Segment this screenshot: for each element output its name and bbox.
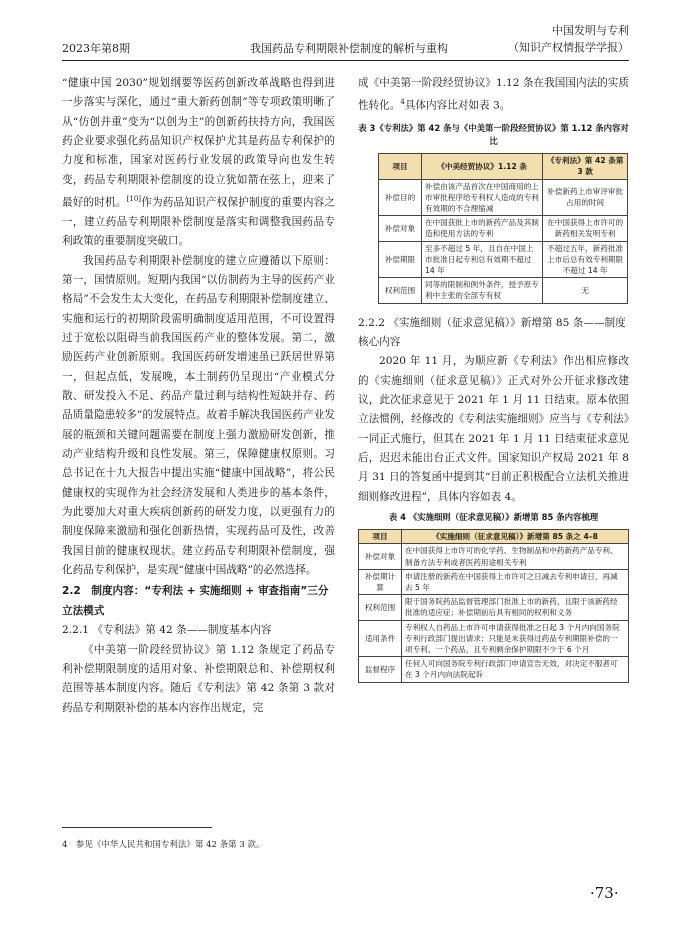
subsection-heading-2-2-2: 2.2.2 《实施细则（征求意见稿）》新增第 85 条——制度核心内容 bbox=[358, 316, 626, 348]
table-3-header-row bbox=[379, 154, 628, 179]
table-row bbox=[359, 620, 629, 657]
paragraph-4-tail: 具体内容比对如表 3。 bbox=[404, 99, 511, 112]
table-row bbox=[379, 216, 628, 241]
table-cell: 补偿新药上市审评审批占用的时间 bbox=[543, 179, 628, 216]
journal-subtitle: （知识产权情报学学报） bbox=[508, 41, 629, 54]
paragraph-5: 2020 年 11 月，为顺应新《专利法》作出相应修改的《实施细则（征求意见稿）》正式对外公开征求修改建议，此次征求意见于 2021 年 1 月 11 日结束。原本依照立法惯例，经修改的《专利法实施细则》应当与《专利法》一同正式施行，但其在 2021 年 1 月 11 日结束征求意见后，迟迟未能出台正式文件。国家知识产权局 2021 年 8 月 31 日的答复函中提到其“目前正积极配合立法机关推进细则修改进程”，具体内容如表 4。 bbox=[358, 355, 629, 503]
table-row-label: 权利范围 bbox=[359, 595, 402, 620]
table-cell: 任何人可向国务院专利行政部门申请宣告无效，对决定不服者可在 3 个月内向法院起诉 bbox=[402, 657, 629, 682]
table-row-label: 补偿目的 bbox=[379, 179, 422, 216]
page-number: ·73· bbox=[590, 884, 619, 902]
table-row bbox=[359, 657, 629, 682]
table-cell: 专利权人自药品上市许可申请获得批准之日起 3 个月内向国务院专利行政部门提出请求；只能是未获得过药品专利期限补偿的一项专利、一个药品，且专利剩余保护期限不少于 6 个月 bbox=[402, 620, 629, 657]
table-row bbox=[359, 595, 629, 620]
table-row-label: 监督程序 bbox=[359, 657, 402, 682]
table-cell: 在中国获得上市许可的化学药、生物制品和中药新药产品专利、制备方法专利或者医药用途相关专利 bbox=[402, 544, 629, 569]
paragraph-1 bbox=[62, 74, 335, 252]
table-cell: 补偿由该产品首次在中国商用的上市审批程序给专利权人造成的专利有效期的不合理缩减 bbox=[422, 179, 543, 216]
table-header-cell: 《专利法》第 42 条第 3 款 bbox=[543, 154, 628, 179]
table-row bbox=[379, 241, 628, 278]
table-header-cell: 《实施细则（征求意见稿）》新增第 85 条之 4–8 bbox=[402, 530, 629, 544]
table-row bbox=[379, 179, 628, 216]
journal-name bbox=[508, 22, 629, 56]
table-row-label: 补偿对象 bbox=[379, 216, 422, 241]
paragraph-1-tail: 作为药品知识产权保护制度的重要内容之一，建立药品专利期限补偿制度是落实和调整我国药品专利政策的重要制度突破口。 bbox=[62, 196, 335, 248]
table-cell: 无 bbox=[543, 278, 628, 303]
right-column bbox=[358, 74, 629, 683]
paragraph-2: 我国药品专利期限补偿制度的建立应遵循以下原则：第一，国情原则。短期内我国“以仿制药为主导的医药产业格局”不会发生太大变化，在药品专利期限补偿制度建立、实施和运行的初期阶段需明确制度适用范围，不可设置得过于宽松以阻碍当前我国医药产业的整体发展。第二，激励医药产业创新原则。我国医药研发增速虽已跃居世界第一，但起点低，发展晚，本土制药仍呈现出“产业模式分散、研发投入不足、药品产量过剩与结构性短缺并存、药品质量隐患较多”的发展特点。故着手解决我国医药产业发展的瓶颈和关键问题需要在制度上强力激励研发创新，推动产业结构升级和良性发展。第三，保障健康权原则。习总书记在十九大报告中提出实施“健康中国战略”，将公民健康权的实现作为社会经济发展和人类进步的基本条件，为此要加大对重大疾病创新药的研发力度，以更强有力的制度保障来激励和强化创新热情，实现药品可及性，改善我国目前的健康权现状。建立药品专利期限补偿制度，强化药品专利保护，是实现“健康中国战略”的必然选择。 bbox=[62, 254, 335, 577]
table-header-cell: 《中美经贸协议》1.12 条 bbox=[422, 154, 543, 179]
table-4-header-row bbox=[359, 530, 629, 544]
table-cell: 限于国务院药品监督管理部门批准上市的新药，且限于该新药经批准的适应症；补偿期前后具有相同的权利和义务 bbox=[402, 595, 629, 620]
table-row-label: 补偿对象 bbox=[359, 544, 402, 569]
issue-label: 2023年第8期 bbox=[62, 42, 130, 55]
table-cell: 在中国获批上市的新药产品及其制造和使用方法的专利 bbox=[422, 216, 543, 241]
table-row bbox=[359, 544, 629, 569]
footnote-rule bbox=[62, 827, 212, 828]
paragraph-4-text: 成《中美第一阶段经贸协议》1.12 条在我国国内法的实质性转化。 bbox=[358, 77, 629, 112]
paragraph-3: 《中美第一阶段经贸协议》第 1.12 条规定了药品专利补偿期限制度的适用对象、补偿期限总和、补偿期权利范围等基本制度内容。随后《专利法》第 42 条第 3 款对药品专利期限补偿的基本内容作出规定，完 bbox=[62, 643, 335, 714]
table-cell: 至多不超过 5 年，且自在中国上市批准日起专利总有效期不超过 14 年 bbox=[422, 241, 543, 278]
table-3-caption: 表 3《专利法》第 42 条与《中美第一阶段经贸协议》第 1.12 条内容对比 bbox=[358, 123, 629, 147]
table-header-cell: 项目 bbox=[379, 154, 422, 179]
footnote-4: 4 参见《中华人民共和国专利法》第 42 条第 3 款。 bbox=[62, 840, 265, 850]
table-header-cell: 项目 bbox=[359, 530, 402, 544]
table-cell: 申请注册的新药在中国获得上市许可之日减去专利申请日，再减去 5 年 bbox=[402, 569, 629, 594]
table-row bbox=[379, 278, 628, 303]
table-row-label: 权利范围 bbox=[379, 278, 422, 303]
section-heading-2-2: 2.2 制度内容：“专利法 + 实施细则 + 审查指南”三分立法模式 bbox=[62, 585, 329, 617]
table-row-label: 补偿期限 bbox=[379, 241, 422, 278]
table-4 bbox=[358, 529, 629, 682]
paragraph-1-text: “健康中国 2030”规划纲要等医药创新改革战略也得到进一步落实与深化，通过“重大新药创制”等专项政策明晰了从“仿创并重”变为“以创为主”的创新药扶持方向，我国医药企业要求强化药品知识产权保护尤其是药品专利保护的力度和标准，国家对医药行业发展的政策导向也发生转变，药品专利期限补偿制度的设立犹如箭在弦上，迎来了最好的时机。 bbox=[62, 77, 335, 209]
table-3 bbox=[378, 153, 628, 303]
table-row bbox=[359, 569, 629, 594]
table-cell: 在中国获得上市许可的新药相关发明专利 bbox=[543, 216, 628, 241]
subsection-heading-2-2-1: 2.2.1 《专利法》第 42 条——制度基本内容 bbox=[62, 624, 272, 637]
table-cell: 同等的限制和例外条件，授予原专利中主张的全部专有权 bbox=[422, 278, 543, 303]
header-rule bbox=[62, 60, 629, 61]
journal-title: 中国发明与专利 bbox=[552, 24, 629, 37]
running-title: 我国药品专利期限补偿制度的解析与重构 bbox=[250, 42, 448, 55]
left-column bbox=[62, 74, 335, 718]
table-4-caption: 表 4 《实施细则（征求意见稿）》新增第 85 条内容梳理 bbox=[388, 512, 599, 523]
table-cell: 不超过五年，新药批准上市后总有效专利期限不超过 14 年 bbox=[543, 241, 628, 278]
citation-10: [10] bbox=[126, 195, 142, 204]
paragraph-4 bbox=[358, 74, 629, 116]
table-row-label: 补偿期计算 bbox=[359, 569, 402, 594]
table-row-label: 适用条件 bbox=[359, 620, 402, 657]
footnote-ref-4: 4 bbox=[400, 98, 405, 107]
